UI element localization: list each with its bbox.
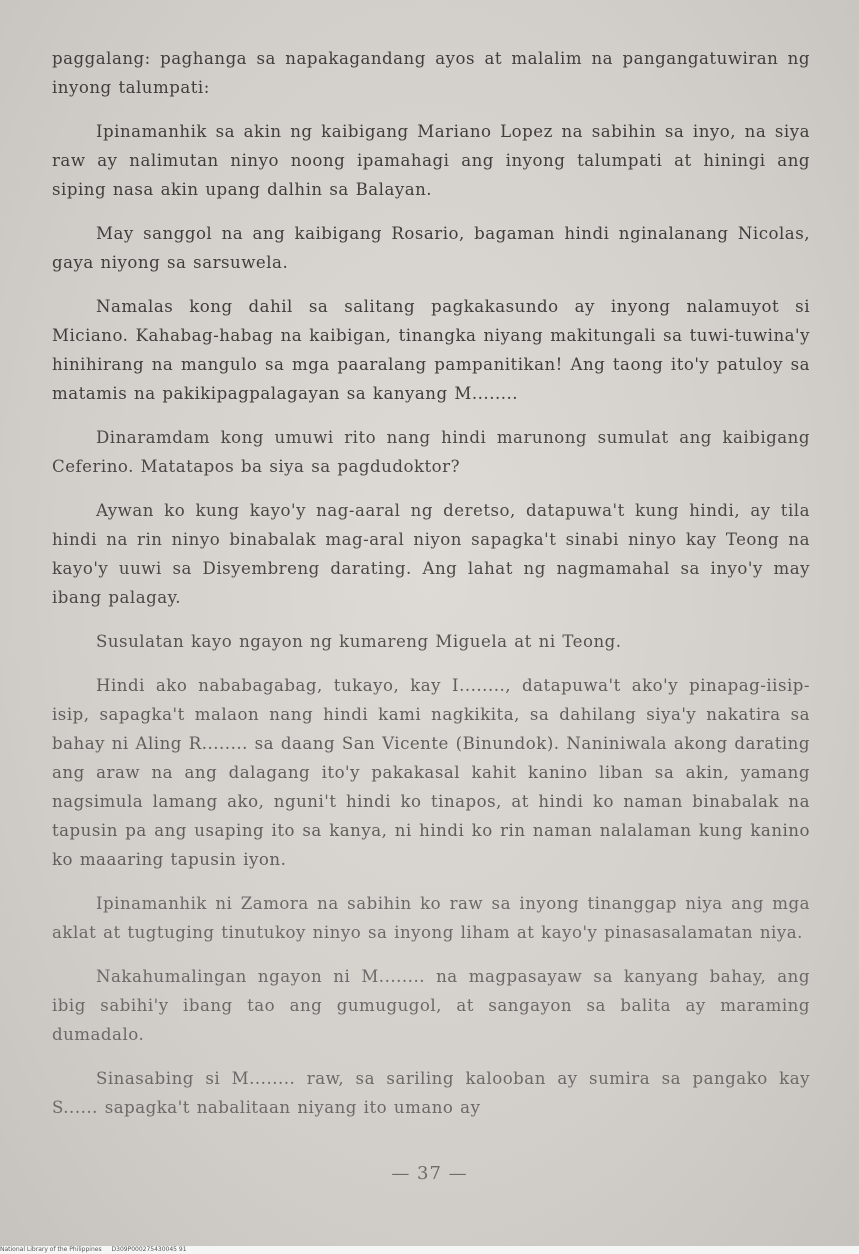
paragraph-8: Hindi ako nababagabag, tukayo, kay I........, datapuwa't ako'y pinapag-iisip-isip, sapagka't malaon nang hindi kami nagkikita, sa dahilang siya'y nakatira sa bahay ni Aling R........ sa daang San Vicente (Binundok). Naniniwala akong darating ang araw na ang dalagang ito'y pakakasal kahit kanino liban sa akin, yamang nagsimula lamang ako, nguni't hindi ko tinapos, at hindi ko naman binabalak na tapusin pa ang usaping ito sa kanya, ni hindi ko rin naman nalalaman kung kanino ko maaaring tapusin iyon.	[52, 676, 810, 869]
paragraph-6: Aywan ko kung kayo'y nag-aaral ng deretso, datapuwa't kung hindi, ay tila hindi na rin ninyo binabalak mag-aral niyon sapagka't sinabi ninyo kay Teong na kayo'y uuwi sa Disyembreng darating. Ang lahat ng nagmamahal sa inyo'y may ibang palagay.	[52, 501, 810, 607]
paragraph-5: Dinaramdam kong umuwi rito nang hindi marunong sumulat ang kaibigang Ceferino. Matatapos ba siya sa pagdudoktor?	[52, 428, 810, 476]
paragraph-2: Ipinamanhik sa akin ng kaibigang Mariano Lopez na sabihin sa inyo, na siya raw ay nalimutan ninyo noong ipamahagi ang inyong talumpati at hiningi ang siping nasa akin upang dalhin sa Balayan.	[52, 122, 810, 199]
paragraph-4: Namalas kong dahil sa salitang pagkakasundo ay inyong nalamuyot si Miciano. Kahabag-habag na kaibigan, tinangka niyang makitungali sa tuwi-tuwina'y hinihirang na mangulo sa mga paaralang pampanitikan! Ang taong ito'y patuloy sa matamis na pakikipagpalagayan sa kanyang M........	[52, 297, 810, 403]
paragraph-7: Susulatan kayo ngayon ng kumareng Miguela at ni Teong.	[96, 632, 622, 651]
library-footer	[0, 1246, 859, 1254]
paragraph-3: May sanggol na ang kaibigang Rosario, bagaman hindi nginalanang Nicolas, gaya niyong sa sarsuwela.	[52, 224, 810, 272]
library-name: National Library of the Philippines	[0, 1246, 102, 1253]
body-text	[52, 44, 810, 1137]
paragraph-9: Ipinamanhik ni Zamora na sabihin ko raw sa inyong tinanggap niya ang mga aklat at tugtuging tinutukoy ninyo sa inyong liham at kayo'y pinasasalamatan niya.	[52, 894, 810, 942]
paragraph-11: Sinasabing si M........ raw, sa sariling kalooban ay sumira sa pangako kay S...... sapagka't nabalitaan niyang ito umano ay	[52, 1069, 810, 1117]
paragraph-10: Nakahumalingan ngayon ni M........ na magpasayaw sa kanyang bahay, ang ibig sabihi'y ibang tao ang gumugugol, at sangayon sa balita ay maraming dumadalo.	[52, 967, 810, 1044]
paragraph-1: paggalang: paghanga sa napakagandang ayos at malalim na pangangatuwiran ng inyong talumpati:	[52, 49, 810, 97]
scan-code: D309P000275430045 91	[111, 1246, 187, 1253]
page-number: — 37 —	[391, 1163, 468, 1184]
